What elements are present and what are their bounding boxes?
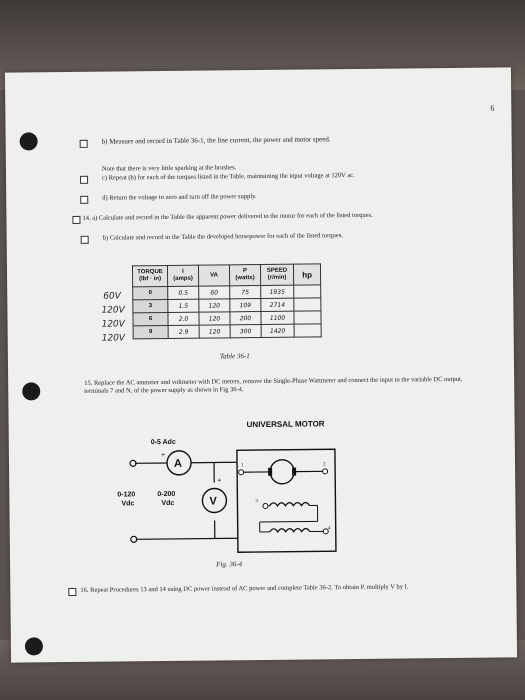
- motor-terminal-3: [263, 503, 268, 508]
- cell-power[interactable]: 75: [230, 285, 261, 298]
- cell-torque[interactable]: 3: [133, 299, 168, 312]
- checkbox-b-measure[interactable]: [80, 140, 88, 148]
- source-range-label: 0-120: [117, 491, 136, 499]
- note-sparking: Note that there is very little sparking at the brushes.: [101, 164, 237, 173]
- table-header-row: [132, 264, 320, 287]
- side-label-row-1: 60V: [103, 291, 121, 302]
- col-header-va: VA: [198, 265, 229, 286]
- ammeter-range-label: 0-5 Adc: [150, 438, 176, 447]
- svg-text:+: +: [160, 452, 166, 460]
- terminal-4-label: 4: [327, 526, 331, 532]
- cell-hp[interactable]: [294, 298, 321, 311]
- checkbox-d-return[interactable]: [80, 196, 88, 204]
- cell-torque[interactable]: 9: [133, 325, 168, 338]
- page-number: 6: [490, 103, 495, 113]
- cell-va[interactable]: 60: [199, 286, 230, 299]
- motor-box: [237, 449, 336, 552]
- cell-current[interactable]: 2.9: [168, 325, 199, 338]
- item-14b: b) Calculate and record in the Table the developed horsepower for each of the listed torques.: [102, 232, 343, 242]
- cell-current[interactable]: 0.5: [168, 286, 199, 299]
- terminal-1-label: 1: [241, 463, 244, 469]
- motor-terminal-1: [239, 470, 244, 475]
- checkbox-14b[interactable]: [81, 236, 89, 244]
- col-header-current: I (amps): [167, 265, 198, 286]
- cell-torque[interactable]: 6: [133, 312, 168, 325]
- motor-terminal-2: [323, 469, 328, 474]
- cell-hp[interactable]: [294, 324, 321, 337]
- item-d-return: d) Return the voltage to zero and turn off the power supply.: [102, 193, 257, 202]
- cell-current[interactable]: 1.5: [168, 299, 199, 312]
- voltmeter-unit-label: Vdc: [161, 499, 175, 508]
- col-header-power: P (watts): [229, 265, 260, 286]
- cell-va[interactable]: 120: [199, 299, 230, 312]
- col-header-torque: TORQUE (lbf · in): [132, 265, 167, 286]
- svg-text:+: +: [217, 477, 222, 485]
- document-page: [5, 67, 517, 662]
- voltmeter-range-label: 0-200: [157, 490, 176, 499]
- item-b-measure: b) Measure and record in Table 36-1, the line current, the power and motor speed.: [101, 135, 331, 146]
- cell-speed[interactable]: 2714: [261, 298, 294, 311]
- item-15: 15. Replace the AC ammeter and voltmeter with DC meters, remove the Single-Phase Wattmeter and connect the input to the variable DC output, terminals 7 and N, of the power supply as shown in Fig 36-4.: [84, 375, 463, 395]
- cell-speed[interactable]: 1935: [261, 285, 294, 298]
- col-header-hp: hp: [293, 264, 320, 285]
- terminal-3-label: 3: [255, 499, 258, 505]
- side-label-row-2: 120V: [101, 305, 125, 316]
- field-winding-lower: [270, 528, 310, 531]
- table-36-1: [132, 263, 322, 339]
- cell-current[interactable]: 2.0: [168, 312, 199, 325]
- source-unit-label: Vdc: [121, 500, 135, 508]
- cell-torque[interactable]: 0: [133, 286, 168, 299]
- figure-title: UNIVERSAL MOTOR: [246, 419, 325, 430]
- binder-hole-top: [20, 132, 38, 150]
- ammeter-letter: A: [173, 457, 183, 470]
- cell-speed[interactable]: 1100: [261, 311, 294, 324]
- binder-hole-middle: [22, 382, 40, 400]
- cell-power[interactable]: 300: [230, 324, 261, 337]
- figure-caption: Fig. 36-4: [216, 560, 243, 569]
- col-header-speed: SPEED (r/min): [260, 264, 293, 285]
- side-label-row-4: 120V: [101, 333, 126, 344]
- binder-hole-bottom: [25, 637, 43, 655]
- checkbox-16[interactable]: [68, 588, 76, 596]
- terminal-2-label: 2: [323, 462, 326, 468]
- item-14a: 14. a) Calculate and record in the Table the apparent power delivered to the motor for each of the listed torques.: [82, 211, 373, 222]
- item-16: 16. Repeat Procedures 13 and 14 using DC power instead of AC power and complete Table 36-2. To obtain P, multiply V by I.: [80, 583, 409, 594]
- cell-power[interactable]: 200: [230, 311, 261, 324]
- side-label-row-3: 120V: [101, 319, 125, 330]
- cell-hp[interactable]: [294, 285, 321, 298]
- circuit-diagram: [119, 438, 360, 564]
- checkbox-14a[interactable]: [72, 216, 80, 224]
- item-c-repeat: c) Repeat (b) for each of the torques listed in the Table, maintaining the input voltage at 120V ac.: [101, 172, 355, 182]
- cell-va[interactable]: 120: [199, 312, 230, 325]
- cell-speed[interactable]: 1420: [261, 324, 294, 337]
- field-winding-upper: [269, 503, 309, 506]
- armature-symbol: [270, 460, 294, 484]
- table-caption: Table 36-1: [219, 352, 250, 361]
- table-row: [133, 324, 321, 339]
- cell-hp[interactable]: [294, 311, 321, 324]
- cell-power[interactable]: 109: [230, 298, 261, 311]
- voltmeter-letter: V: [209, 495, 217, 508]
- cell-va[interactable]: 120: [199, 325, 230, 338]
- checkbox-c-repeat[interactable]: [80, 176, 88, 184]
